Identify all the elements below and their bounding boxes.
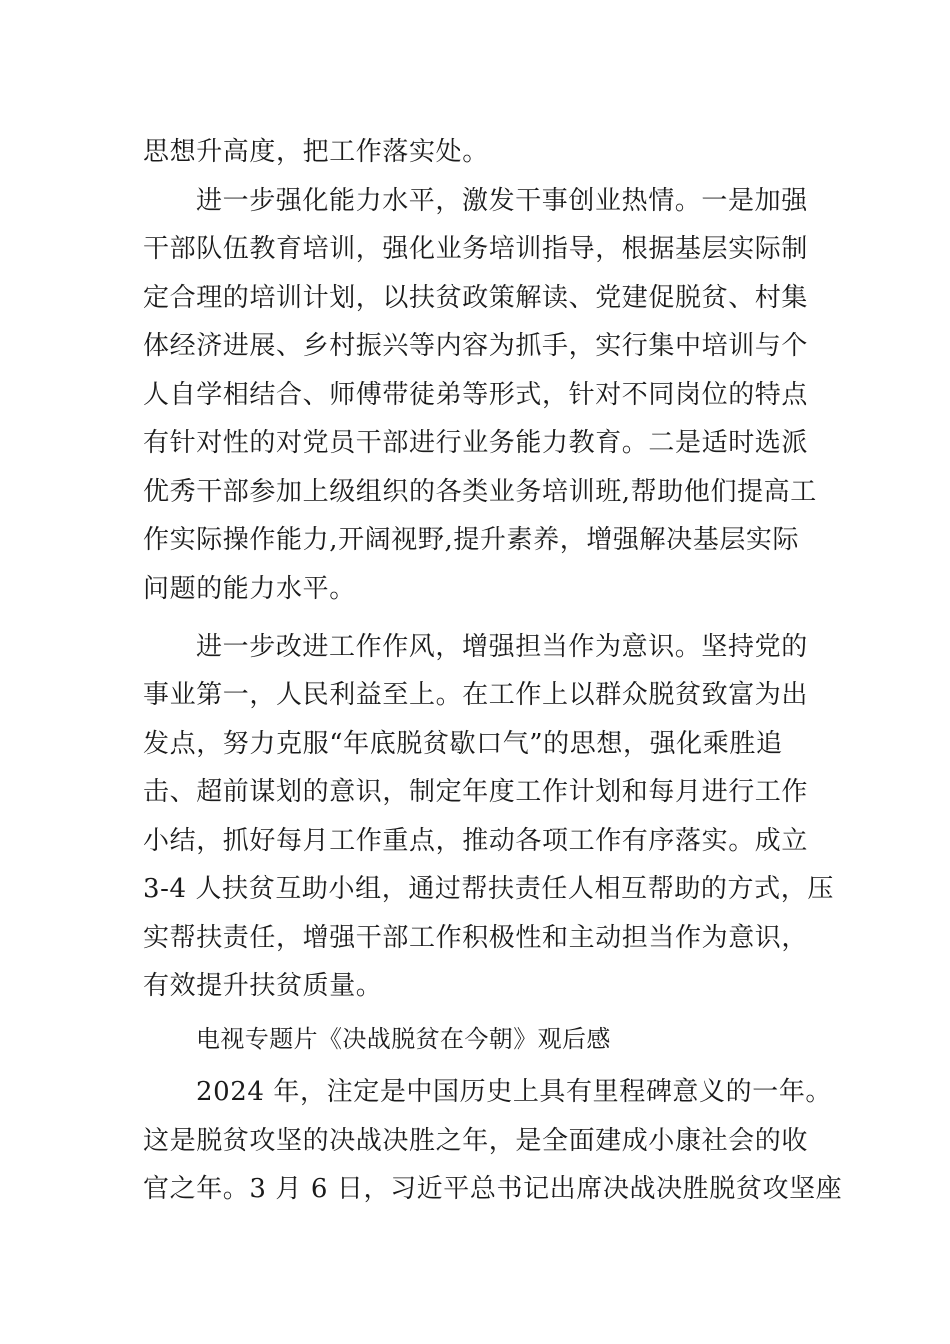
article-title: 电视专题片《决战脱贫在今朝》观后感 — [196, 1025, 611, 1053]
text-line: 作实际操作能力,开阔视野,提升素养，增强解决基层实际 — [143, 525, 800, 555]
text-line: 思想升高度，把工作落实处。 — [143, 137, 489, 167]
text-line: 人自学相结合、师傅带徒弟等形式，针对不同岗位的特点 — [143, 380, 809, 410]
text-line: 干部队伍教育培训，强化业务培训指导，根据基层实际制 — [143, 234, 809, 264]
text-line: 3-4 人扶贫互助小组，通过帮扶责任人相互帮助的方式，压 — [143, 874, 834, 904]
text-line: 问题的能力水平。 — [143, 574, 356, 604]
paragraph-first-line: 2024 年，注定是中国历史上具有里程碑意义的一年。 — [196, 1077, 833, 1107]
text-line: 发点，努力克服“年底脱贫歇口气”的思想，强化乘胜追 — [143, 729, 783, 759]
text-line: 有效提升扶贫质量。 — [143, 971, 383, 1001]
text-line: 定合理的培训计划，以扶贫政策解读、党建促脱贫、村集 — [143, 283, 809, 313]
text-line: 击、超前谋划的意识，制定年度工作计划和每月进行工作 — [143, 777, 809, 807]
text-line: 小结，抓好每月工作重点，推动各项工作有序落实。成立 — [143, 826, 809, 856]
text-line: 有针对性的对党员干部进行业务能力教育。二是适时选派 — [143, 428, 809, 458]
text-line: 事业第一，人民利益至上。在工作上以群众脱贫致富为出 — [143, 680, 809, 710]
text-line: 实帮扶责任，增强干部工作积极性和主动担当作为意识， — [143, 923, 809, 953]
text-line: 官之年。3 月 6 日，习近平总书记出席决战决胜脱贫攻坚座 — [143, 1174, 843, 1204]
text-line: 体经济进展、乡村振兴等内容为抓手，实行集中培训与个 — [143, 331, 809, 361]
text-line: 这是脱贫攻坚的决战决胜之年，是全面建成小康社会的收 — [143, 1126, 809, 1156]
paragraph-first-line: 进一步改进工作作风，增强担当作为意识。坚持党的 — [196, 632, 808, 662]
paragraph-first-line: 进一步强化能力水平，激发干事创业热情。一是加强 — [196, 186, 808, 216]
text-line: 优秀干部参加上级组织的各类业务培训班,帮助他们提高工 — [143, 477, 817, 507]
